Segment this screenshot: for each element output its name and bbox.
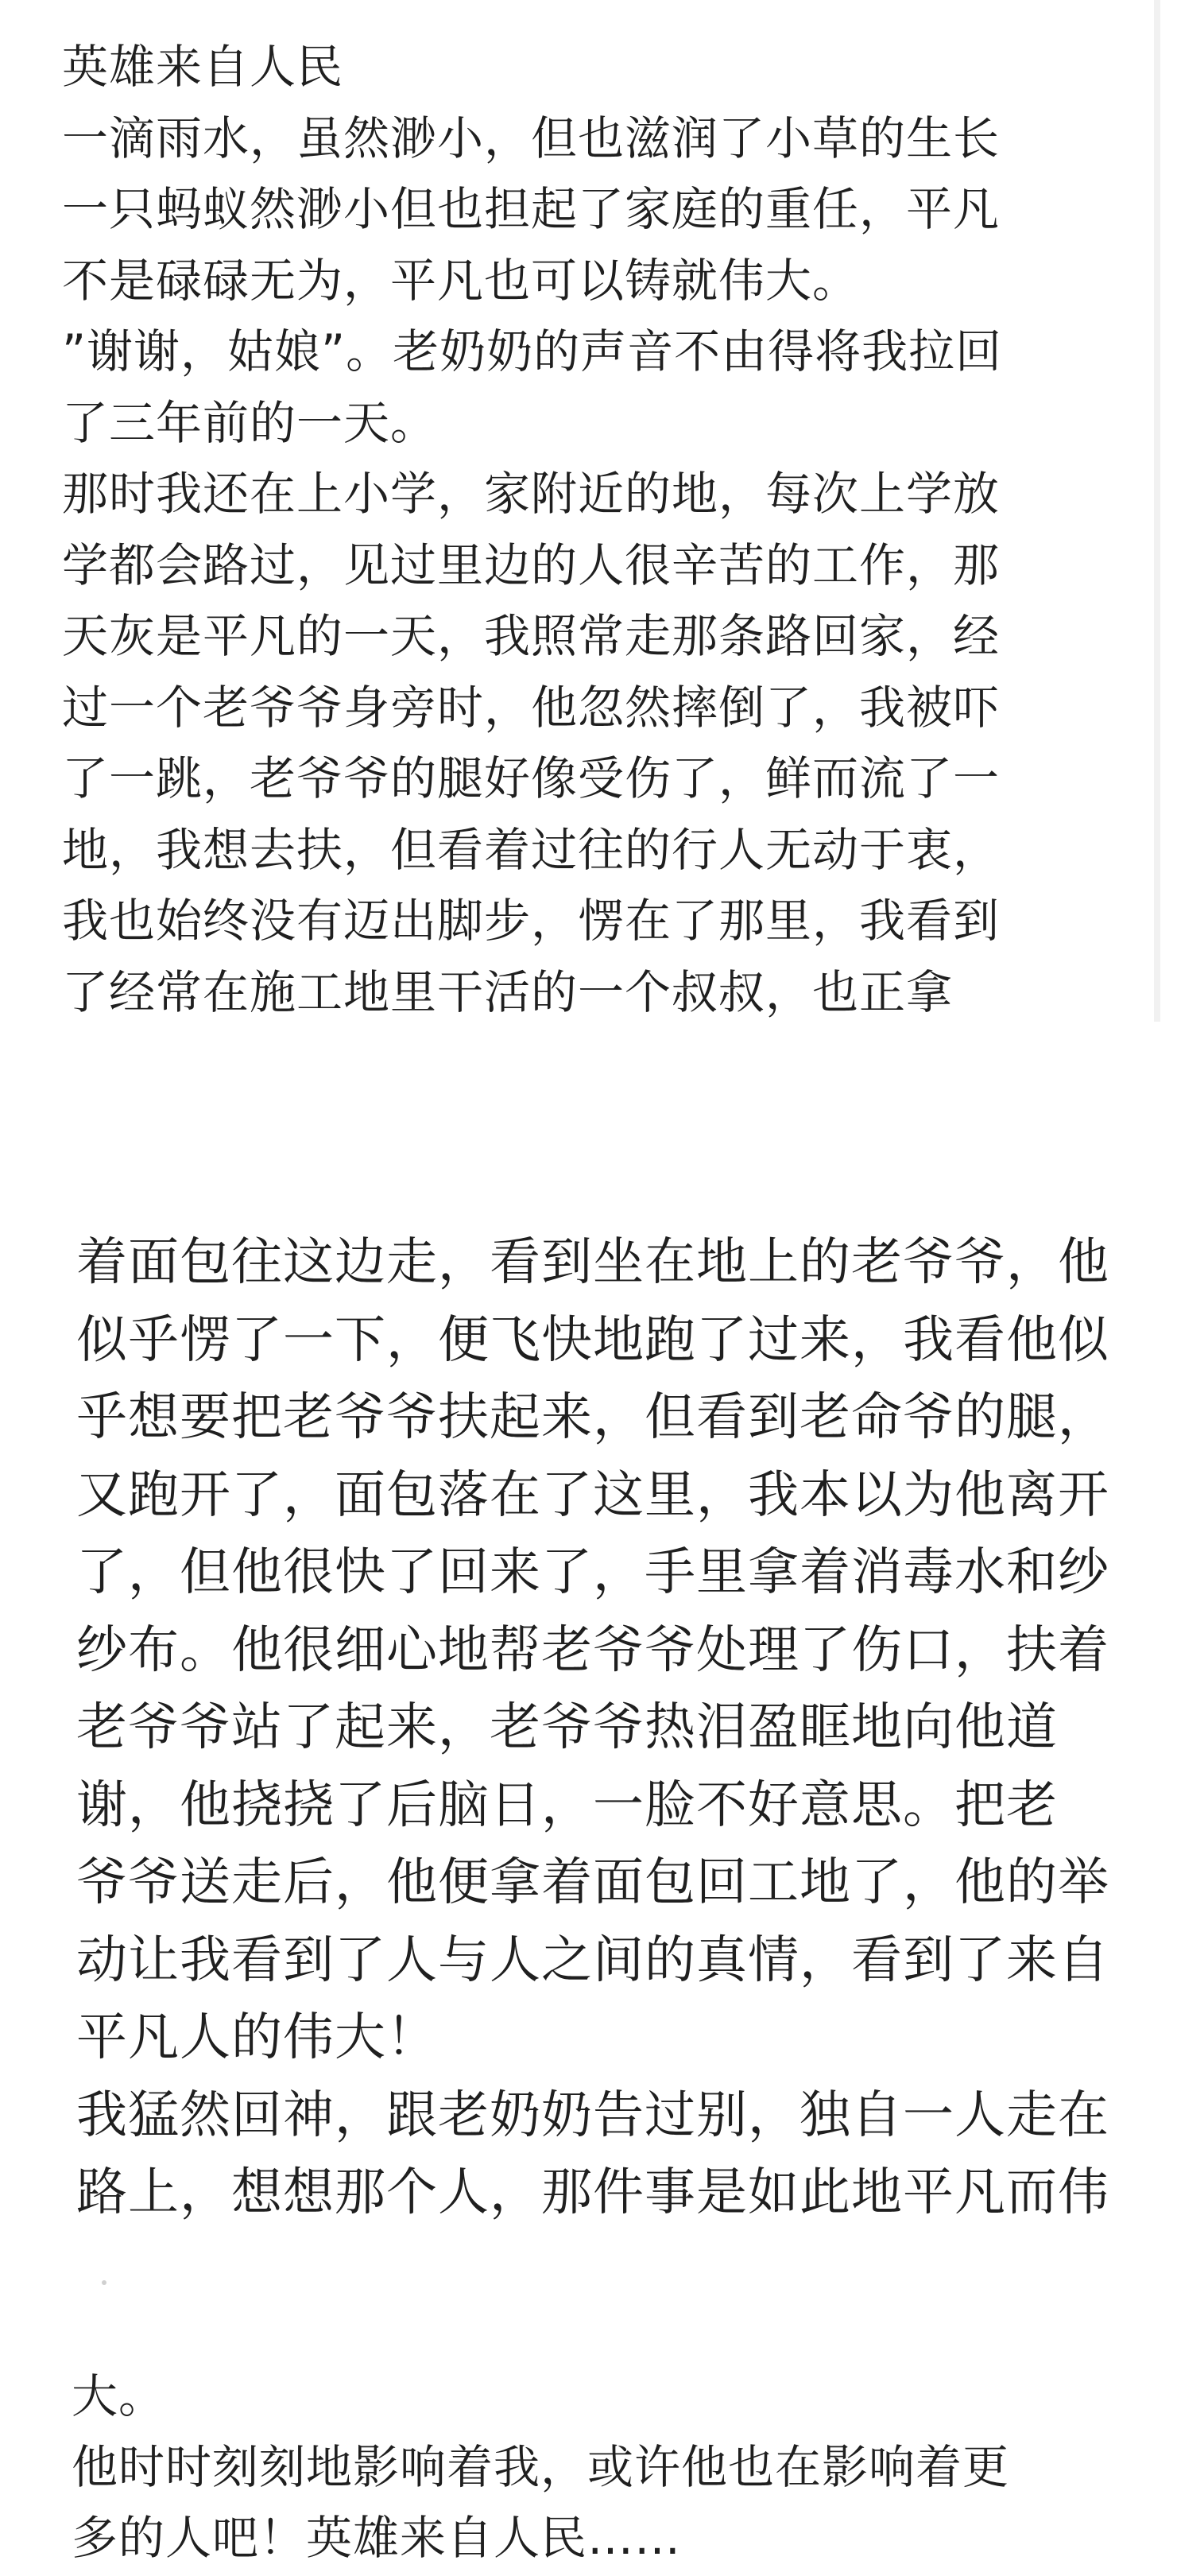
text-line: 学都会路过，见过里边的人很辛苦的工作，那 xyxy=(62,537,1001,592)
text-line: 似乎愣了一下，便飞快地跑了过来，我看他似 xyxy=(76,1310,1109,1370)
text-line: 了经常在施工地里干活的一个叔叔，也正拿 xyxy=(62,964,954,1019)
text-line: 又跑开了，面包落在了这里，我本以为他离开 xyxy=(76,1465,1109,1525)
text-line: 老爷爷站了起来，老爷爷热泪盈眶地向他道 xyxy=(76,1698,1058,1757)
text-line: 一滴雨水，虽然渺小，但也滋润了小草的生长 xyxy=(62,111,1001,165)
text-line: 动让我看到了人与人之间的真情，看到了来自 xyxy=(76,1930,1109,1990)
text-line: 爷爷送走后，他便拿着面包回工地了，他的举 xyxy=(76,1853,1109,1912)
text-line: 地，我想去扶，但看着过往的行人无动于衷， xyxy=(62,822,1001,877)
essay-title: 英雄来自人民 xyxy=(62,40,344,94)
text-line: 着面包往这边走，看到坐在地上的老爷爷，他 xyxy=(76,1233,1109,1292)
text-line: 谢，他挠挠了后脑日，一脸不好意思。把老 xyxy=(76,1775,1058,1835)
text-line: 天灰是平凡的一天，我照常走那条路回家，经 xyxy=(62,609,1001,663)
text-line: 那时我还在上小学，家附近的地，每次上学放 xyxy=(62,467,1001,521)
text-line: 了，但他很快了回来了，手里拿着消毒水和纱 xyxy=(76,1543,1109,1602)
text-line: 大。 xyxy=(72,2369,166,2423)
scan-speck xyxy=(102,2280,106,2285)
text-line: 过一个老爷爷身旁时，他忽然摔倒了，我被吓 xyxy=(62,680,1001,735)
text-line: 了一跳，老爷爷的腿好像受伤了，鲜而流了一 xyxy=(62,751,1001,805)
text-line: 路上，想想那个人，那件事是如此地平凡而伟 xyxy=(76,2163,1109,2222)
text-line: 我也始终没有迈出脚步，愣在了那里，我看到 xyxy=(62,894,1001,948)
text-line: 一只蚂蚁然渺小但也担起了家庭的重任，平凡 xyxy=(62,182,1001,236)
essay-page-3 xyxy=(0,2337,1177,2576)
text-line: 了三年前的一天。 xyxy=(62,395,438,450)
text-line: 乎想要把老爷爷扶起来，但看到老命爷的腿， xyxy=(76,1388,1109,1447)
essay-page-1 xyxy=(0,0,1160,1022)
text-line: 我猛然回神，跟老奶奶告过别，独自一人走在 xyxy=(76,2085,1109,2145)
essay-page-2 xyxy=(0,1208,1177,2266)
text-line: 纱布。他很细心地帮老爷爷处理了伤口，扶着 xyxy=(76,1620,1109,1680)
text-line: 不是碌碌无为，平凡也可以铸就伟大。 xyxy=(62,253,860,308)
text-line: ”谢谢，姑娘”。老奶奶的声音不由得将我拉回 xyxy=(62,324,1003,378)
text-line: 平凡人的伟大！ xyxy=(76,2008,438,2067)
text-line: 他时时刻刻地影响着我，或许他也在影响着更 xyxy=(72,2440,1010,2494)
text-line: 多的人吧！英雄来自人民…… xyxy=(72,2511,682,2565)
